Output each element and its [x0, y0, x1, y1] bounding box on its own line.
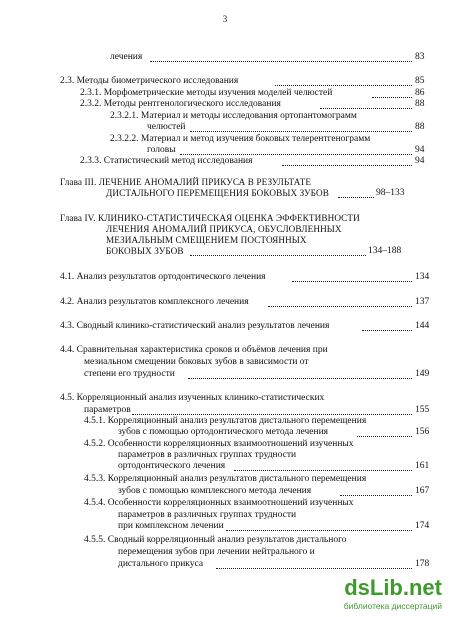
toc-leader — [372, 97, 412, 98]
toc-line: параметров — [84, 405, 131, 415]
toc-line: 2.3.2.2. Материал и метод изучения боковых телерентгенограмм — [110, 134, 371, 144]
toc-line: 2.3.2. Методы рентгенологического исследования — [80, 99, 281, 109]
toc-chapter-line: ЛЕЧЕНИЯ АНОМАЛИЙ ПРИКУСА, ОБУСЛОВЛЕННЫХ — [106, 224, 342, 234]
toc-line: параметров в различных группах трудности — [118, 450, 297, 460]
toc-line: челюстей — [147, 122, 186, 132]
toc-line: 4.5.3. Корреляционный анализ результатов дистального перемещения — [84, 474, 367, 484]
toc-leader — [320, 108, 412, 109]
toc-leader — [268, 306, 412, 307]
dslib-watermark — [292, 575, 442, 611]
toc-line: при комплексном лечении — [118, 521, 224, 531]
toc-leader — [340, 495, 412, 496]
toc-leader — [357, 436, 412, 437]
toc-leader — [188, 378, 412, 379]
toc-chapter-line: Глава III. ЛЕЧЕНИЕ АНОМАЛИЙ ПРИКУСА В РЕЗУЛЬТАТЕ — [60, 177, 312, 187]
toc-line: ортодонтического лечения — [118, 461, 226, 471]
toc-line: 4.5.1. Корреляционный анализ результатов дистального перемещения — [84, 416, 367, 426]
toc-leader — [150, 61, 412, 62]
toc-chapter-line: Глава IV. КЛИНИКО-СТАТИСТИЧЕСКАЯ ОЦЕНКА ЭФФЕКТИВНОСТИ — [60, 213, 360, 223]
toc-leader — [216, 568, 412, 569]
toc-page: 86 — [415, 88, 425, 98]
toc-page: 94 — [415, 156, 425, 166]
toc-leader — [190, 131, 412, 132]
toc-line: 4.5.5. Сводный корреляционный анализ результатов дистального — [84, 535, 347, 545]
toc-page: 83 — [415, 52, 425, 62]
toc-page: 88 — [415, 122, 425, 132]
toc-leader — [226, 530, 412, 531]
toc-leader — [180, 154, 412, 155]
toc-line: 4.5.2. Особенности корреляционных взаимоотношений изученных — [84, 439, 354, 449]
toc-line: 4.1. Анализ результатов ортодонтического лечения — [60, 272, 266, 282]
toc-page: 137 — [415, 297, 430, 307]
toc-line: 4.2. Анализ результатов комплексного лечения — [60, 297, 249, 307]
toc-leader — [132, 414, 412, 415]
toc-page: 134–188 — [368, 246, 402, 256]
toc-page: 178 — [415, 559, 430, 569]
toc-page: 85 — [415, 76, 425, 86]
toc-line: 4.5.4. Особенности корреляционных взаимоотношений изученных — [84, 498, 354, 508]
toc-page: 94 — [415, 145, 425, 155]
dslib-subtitle: библиотека диссертаций — [343, 601, 442, 611]
toc-page: 155 — [415, 405, 430, 415]
toc-page: 134 — [415, 272, 430, 282]
toc-line: головы — [147, 145, 176, 155]
toc-leader — [292, 281, 412, 282]
toc-line: 2.3.3. Статистический метод исследования — [80, 156, 253, 166]
toc-line: зубов с помощью ортодонтического метода лечения — [118, 427, 329, 437]
toc-page: 144 — [415, 321, 430, 331]
toc-line: 2.3. Методы биометрического исследования — [60, 76, 239, 86]
toc-line: 4.5. Корреляционный анализ изученных клинико-статистических — [60, 393, 325, 403]
toc-page: 149 — [415, 369, 430, 379]
toc-line: 4.4. Сравнительная характеристика сроков и объёмов лечения при — [60, 345, 328, 355]
toc-page: 174 — [415, 521, 430, 531]
toc-line: лечения — [110, 52, 143, 62]
page-number: 3 — [222, 14, 228, 24]
toc-line: мезиальном смещении боковых зубов в зависимости от — [84, 357, 309, 367]
toc-line: 2.3.2.1. Материал и методы исследования ортопантомограмм — [110, 111, 357, 121]
toc-line: перемещения зубов при лечении нейтрального и — [118, 547, 315, 557]
toc-leader — [338, 197, 374, 198]
toc-page: 98–133 — [376, 188, 405, 198]
toc-line: зубов с помощью комплексного метода лечения — [118, 486, 312, 496]
toc-page: 156 — [415, 427, 430, 437]
toc-chapter-line: МЕЗИАЛЬНЫМ СМЕЩЕНИЕМ ПОСТОЯННЫХ — [106, 235, 307, 245]
toc-leader — [190, 255, 366, 256]
toc-line: степени его трудности — [84, 369, 175, 379]
toc-page: 88 — [415, 99, 425, 109]
toc-page: 167 — [415, 486, 430, 496]
toc-chapter-line: БОКОВЫХ ЗУБОВ — [106, 246, 184, 256]
dslib-logo: dsLib.net — [344, 575, 442, 600]
toc-line: 2.3.1. Морфометрические методы изучения моделей челюстей — [80, 88, 333, 98]
toc-leader — [282, 165, 412, 166]
toc-line: параметров в различных группах трудности — [118, 510, 297, 520]
toc-leader — [234, 470, 412, 471]
toc-page: 161 — [415, 461, 430, 471]
toc-leader — [275, 85, 412, 86]
toc-leader — [362, 330, 412, 331]
toc-line: дистального прикуса — [118, 559, 204, 569]
toc-chapter-line: ДИСТАЛЬНОГО ПЕРЕМЕЩЕНИЯ БОКОВЫХ ЗУБОВ — [106, 188, 329, 198]
toc-line: 4.3. Сводный клинико-статистический анализ результатов лечения — [60, 321, 330, 331]
